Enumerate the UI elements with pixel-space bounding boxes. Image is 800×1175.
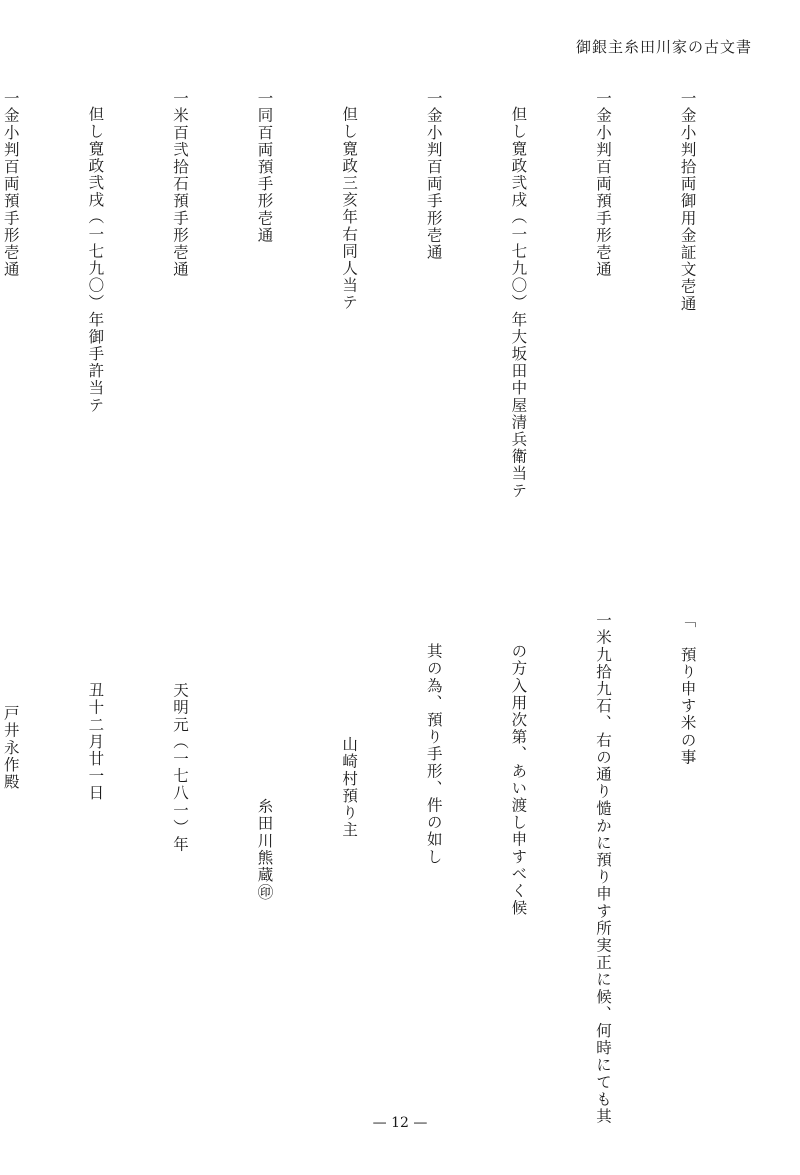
text-line: 戸井永作殿 — [1, 705, 20, 791]
text-line: の方入用次第、あい渡し申すべく候 — [509, 643, 528, 917]
text-line: 一金小判百両手形壱通 — [424, 90, 443, 261]
text-line: 一同百両預手形壱通 — [255, 90, 274, 244]
text-line: 丑十二月廿一日 — [86, 681, 105, 802]
page-number: — 12 — — [372, 1115, 428, 1131]
running-head: 御銀主糸田川家の古文書 — [575, 38, 752, 56]
top-text-block — [1, 90, 758, 560]
text-line — [250, 612, 278, 1092]
text-line: 一金小判百両預手形壱通 — [593, 90, 612, 279]
text-line: 一金小判拾両御用金証文壱通 — [678, 90, 697, 313]
text-line: 其の為、預り手形、件の如し — [424, 643, 443, 866]
text-line: 一金小判百両預手形壱通 — [1, 90, 20, 279]
seal-mark: ㊞ — [255, 883, 274, 901]
text-line: 天明元（一七八一）年 — [170, 681, 189, 853]
text-line: 「 預り申す米の事 — [678, 612, 697, 766]
text-line: 但し寛政三亥年右同人当テ — [340, 105, 359, 311]
text-line: 但し寛政弐戌（一七九〇）年御手許当テ — [86, 105, 105, 414]
text-line: 山崎村預り主 — [340, 736, 359, 839]
text-line: 一米百弐拾石預手形壱通 — [170, 90, 189, 279]
text-line: 一米九拾九石、右の通り慥かに預り申す所実正に候、何時にても其 — [593, 612, 612, 1125]
signature-text: 糸田川熊蔵 — [255, 798, 274, 884]
text-line: 但し寛政弐戌（一七九〇）年大坂田中屋清兵衛当テ — [509, 105, 528, 499]
